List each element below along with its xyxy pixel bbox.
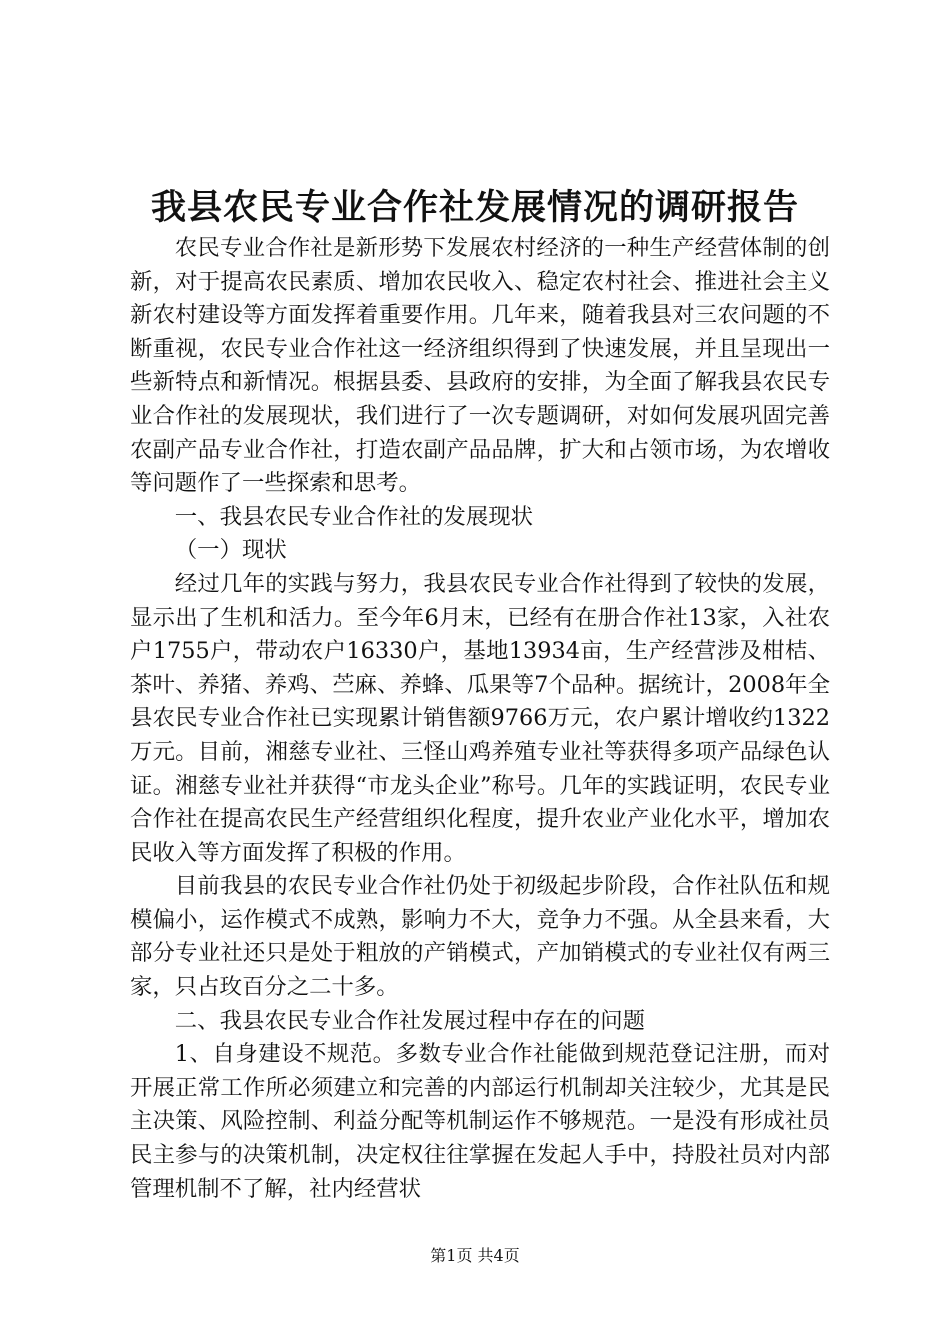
paragraph: 经过几年的实践与努力，我县农民专业合作社得到了较快的发展，显示出了生机和活力。至今年6月末，已经有在册合作社13家，入社农户1755户，带动农户16330户，基地13934亩，生产经营涉及柑桔、茶叶、养猪、养鸡、苎麻、养蜂、瓜果等7个品种。据统计，2008年全县农民专业合作社已实现累计销售额9766万元，农户累计增收约1322万元。目前，湘慈专业社、三怪山鸡养殖专业社等获得多项产品绿色认证。湘慈专业社并获得“市龙头企业”称号。几年的实践证明，农民专业合作社在提高农民生产经营组织化程度，提升农业产业化水平，增加农民收入等方面发挥了积极的作用。 [130,570,830,866]
document-body [130,232,830,1206]
document-title: 我县农民专业合作社发展情况的调研报告 [150,187,799,228]
paragraph: 农民专业合作社是新形势下发展农村经济的一种生产经营体制的创新，对于提高农民素质、增加农民收入、稳定农村社会、推进社会主义新农村建设等方面发挥着重要作用。几年来，随着我县对三农问题的不断重视，农民专业合作社这一经济组织得到了快速发展，并且呈现出一些新特点和新情况。根据县委、县政府的安排，为全面了解我县农民专业合作社的发展现状，我们进行了一次专题调研，对如何发展巩固完善农副产品专业合作社，打造农副产品品牌，扩大和占领市场，为农增收等问题作了一些探索和思考。 [130,235,830,497]
section-heading: 一、我县农民专业合作社的发展现状 [174,503,534,530]
subsection-heading: （一）现状 [174,537,287,564]
paragraph: 1、自身建设不规范。多数专业合作社能做到规范登记注册，而对开展正常工作所必须建立和完善的内部运行机制却关注较少，尤其是民主决策、风险控制、利益分配等机制运作不够规范。一是没有形成社员民主参与的决策机制，决定权往往掌握在发起人手中，持股社员对内部管理机制不了解，社内经营状 [130,1041,830,1202]
page-footer: 第1页 共4页 [430,1246,520,1265]
section-heading: 二、我县农民专业合作社发展过程中存在的问题 [174,1007,645,1034]
paragraph: 目前我县的农民专业合作社仍处于初级起步阶段，合作社队伍和规模偏小，运作模式不成熟，影响力不大，竞争力不强。从全县来看，大部分专业社还只是处于粗放的产销模式，产加销模式的专业社仅有两三家，只占玫百分之二十多。 [130,873,830,1001]
